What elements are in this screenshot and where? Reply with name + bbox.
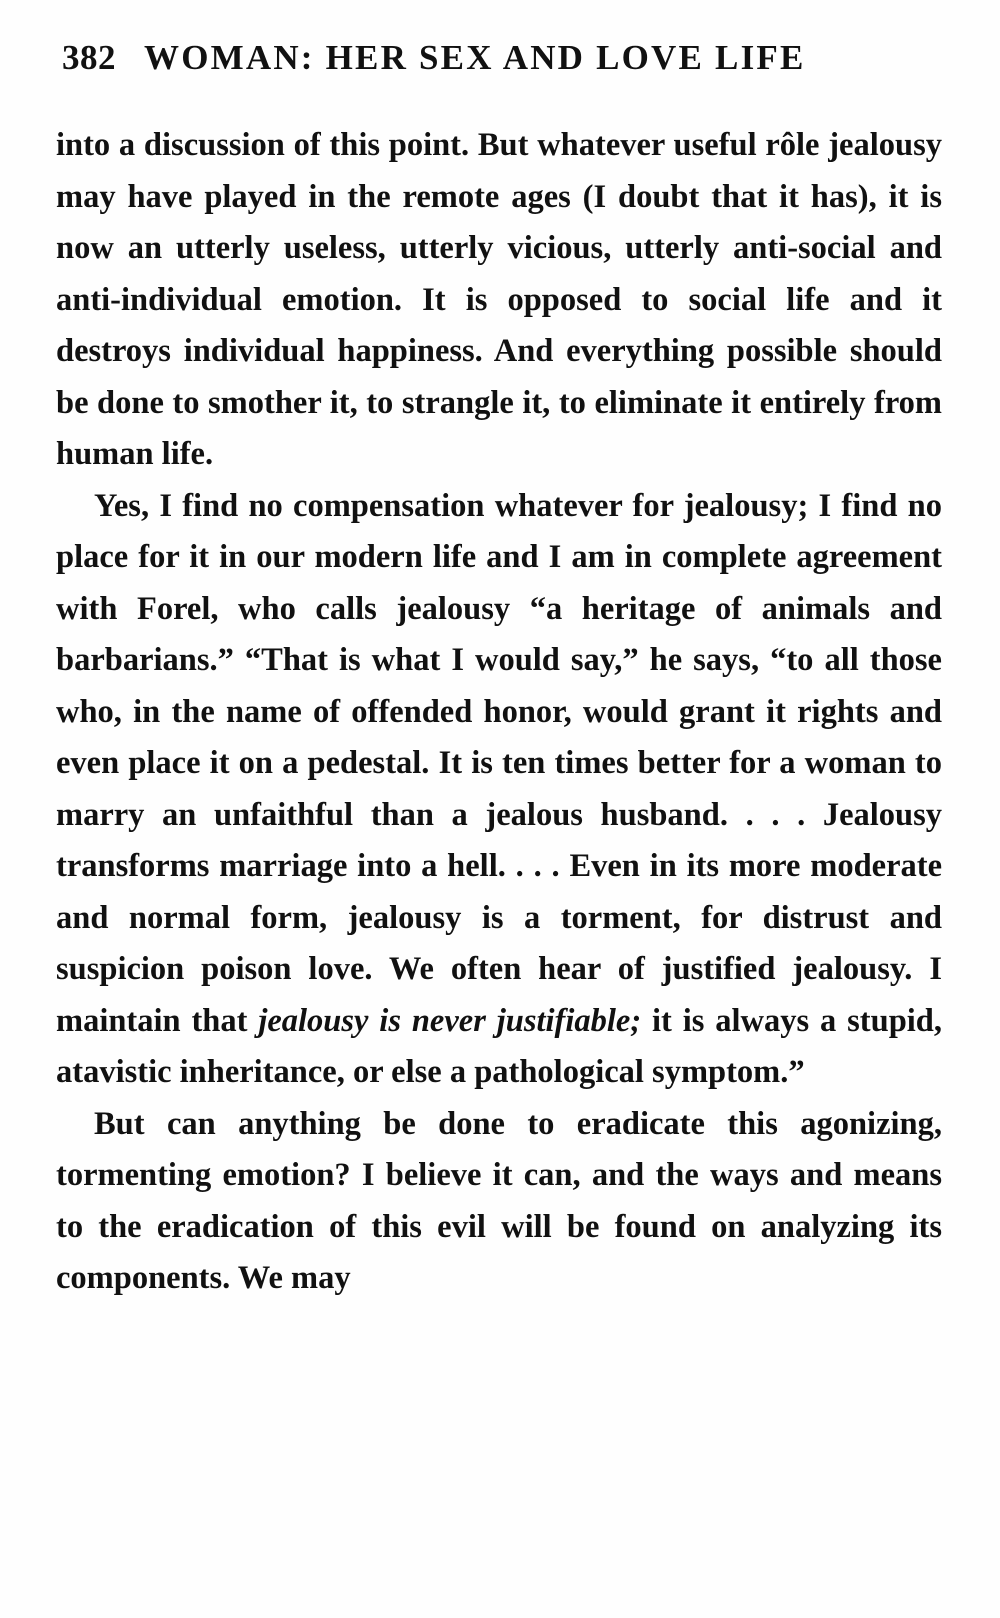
paragraph-3: But can anything be done to eradicate this agonizing, tormenting emotion? I believe it can, and the ways and means to the eradication of this evil will be found on analyzing its components. We may: [56, 1105, 942, 1296]
page-header: [62, 38, 938, 78]
paragraph-1: into a discussion of this point. But whatever useful rôle jealousy may have played in the remote ages (I doubt that it has), it is now an utterly useless, utterly vicious, utterly anti-social and anti-individual emotion. It is opposed to social life and it destroys individual happiness. And everything possible should be done to smother it, to strangle it, to eliminate it entirely from human life.: [56, 127, 942, 472]
paragraph-2-segment-2: it is always a stupid, atavistic inheritance, or else a pathological symptom.”: [56, 1002, 943, 1090]
page-number: 382: [62, 38, 116, 77]
running-title: WOMAN: HER SEX AND LOVE LIFE: [144, 38, 806, 77]
paragraph-2-italic-phrase: jealousy is never justifiable;: [258, 1002, 642, 1039]
paragraph-2-segment-1: Yes, I find no compensation whatever for jealousy; I find no place for it in our modern life and I am in complete agreement with Forel, who calls jealousy “a heritage of animals and barbarians.” “That is what I would say,” he says, “to all those who, in the name of offended honor, would grant it rights and even place it on a pedestal. It is ten times better for a woman to marry an unfaithful than a jealous husband. . . . Jealousy transforms marriage into a hell. . . . Even in its more moderate and normal form, jealousy is a torment, for distrust and suspicion poison love. We often hear of justified jealousy. I maintain that: [56, 487, 942, 1039]
paragraph-2: [56, 481, 942, 1099]
page-body: [56, 120, 942, 1305]
